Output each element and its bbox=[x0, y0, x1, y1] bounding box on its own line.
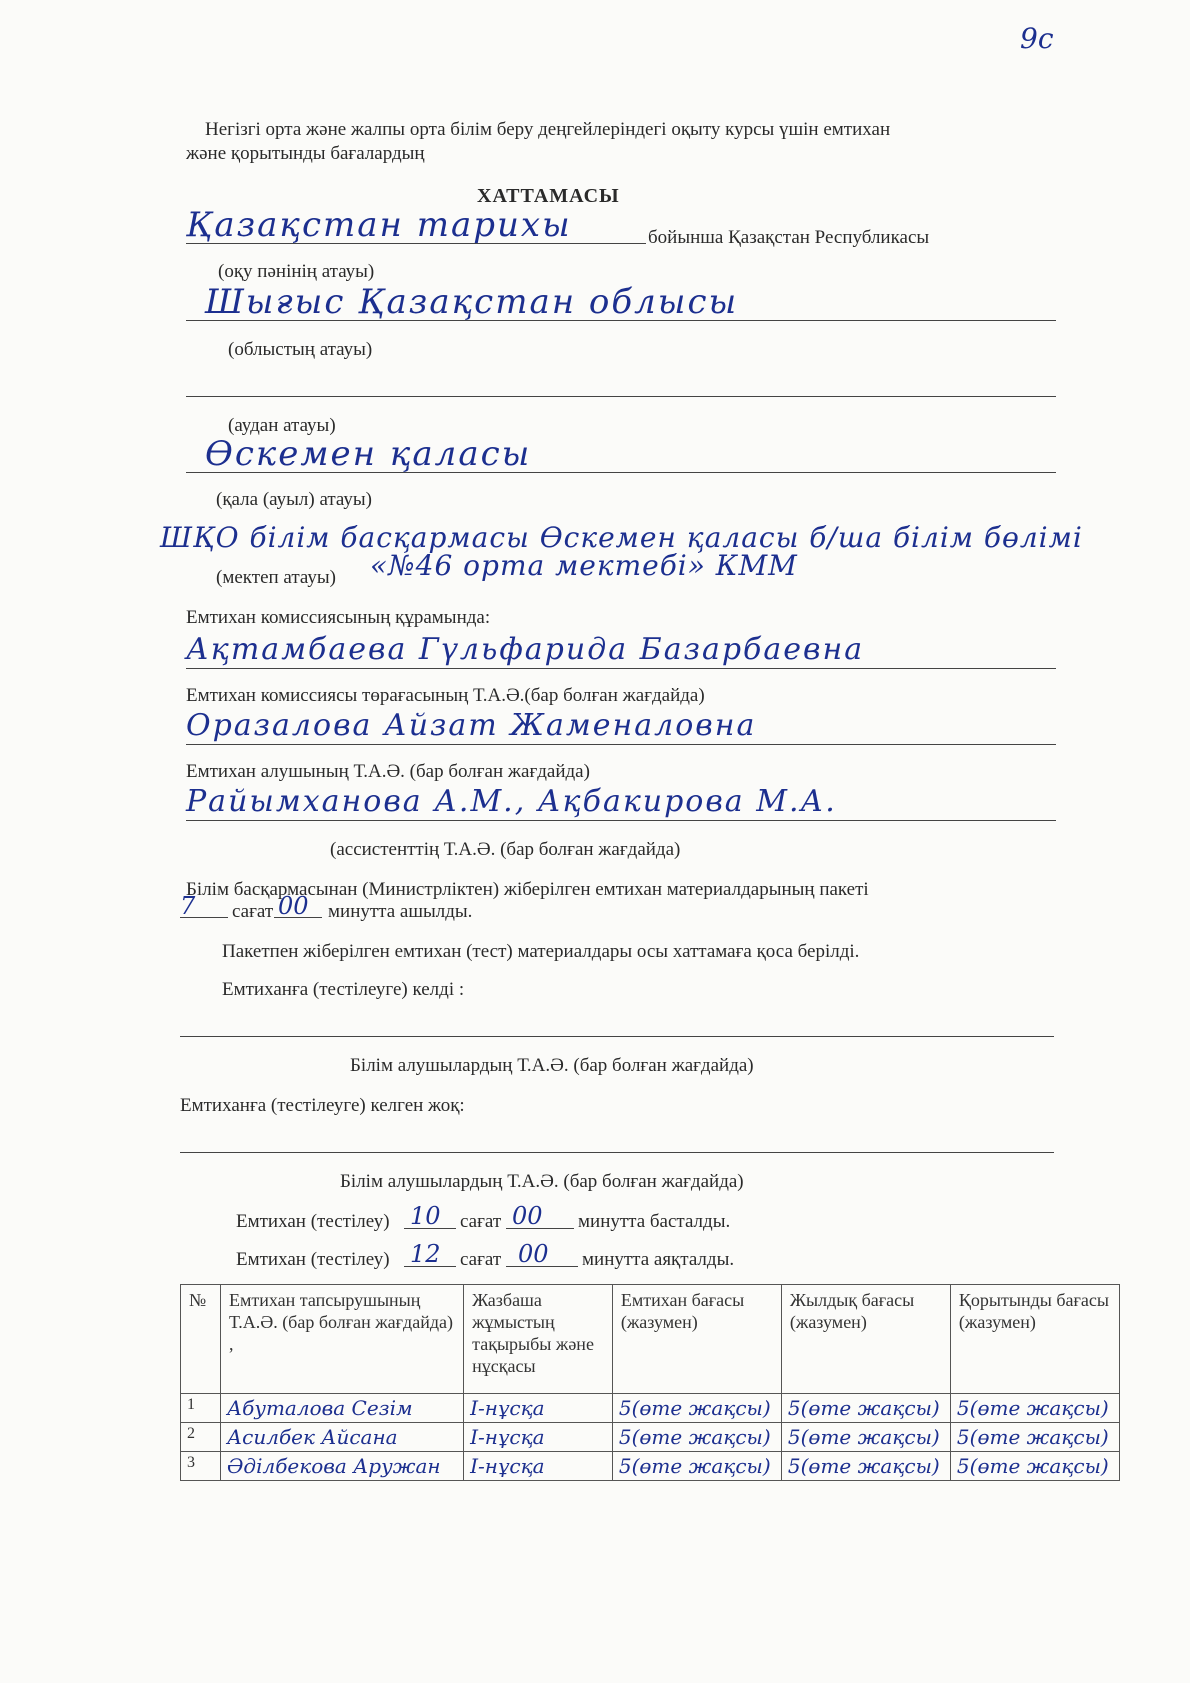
subject-label: (оқу пәнінің атауы) bbox=[218, 261, 375, 282]
header-exam-grade: Емтихан бағасы (жазумен) bbox=[612, 1285, 781, 1394]
end-minute: 00 bbox=[518, 1240, 549, 1268]
final-grade: 5(өте жақсы) bbox=[950, 1452, 1119, 1481]
exam-grade: 5(өте жақсы) bbox=[612, 1394, 781, 1423]
row-number: 3 bbox=[181, 1452, 221, 1481]
header-student-name: Емтихан тапсырушының Т.А.Ә. (бар болған жағдайда) , bbox=[221, 1285, 464, 1394]
commission-chair-line bbox=[186, 668, 1056, 669]
document-title: ХАТТАМАСЫ bbox=[477, 185, 620, 207]
exam-grade: 5(өте жақсы) bbox=[612, 1423, 781, 1452]
commission-intro: Емтихан комиссиясының құрамында: bbox=[186, 607, 491, 628]
header-line-1: Негізгі орта және жалпы орта білім беру деңгейлеріндегі оқыту курсы үшін емтихан bbox=[205, 119, 891, 140]
end-hour: 12 bbox=[410, 1240, 441, 1268]
annual-grade: 5(өте жақсы) bbox=[781, 1394, 950, 1423]
package-hour: 7 bbox=[180, 892, 196, 920]
start-minute: 00 bbox=[512, 1202, 543, 1230]
attendance-absent-line bbox=[180, 1152, 1054, 1153]
topic-variant: I-нұсқа bbox=[464, 1452, 613, 1481]
header-annual-grade: Жылдық бағасы (жазумен) bbox=[781, 1285, 950, 1394]
header-final-grade: Қорытынды бағасы (жазумен) bbox=[950, 1285, 1119, 1394]
city-label: (қала (ауыл) атауы) bbox=[216, 489, 372, 510]
annual-grade: 5(өте жақсы) bbox=[781, 1452, 950, 1481]
student-name: Әділбекова Аружан bbox=[221, 1452, 464, 1481]
header-topic: Жазбаша жұмыстың тақырыбы және нұсқасы bbox=[464, 1285, 613, 1394]
package-line-1: Білім басқармасынан (Министрліктен) жіберілген емтихан материалдарының пакеті bbox=[186, 879, 869, 900]
header-number: № bbox=[181, 1285, 221, 1394]
end-prefix: Емтихан (тестілеу) bbox=[236, 1249, 390, 1270]
start-suffix: минутта басталды. bbox=[578, 1211, 731, 1232]
subject-suffix: бойынша Қазақстан Республикасы bbox=[648, 227, 930, 248]
final-grade: 5(өте жақсы) bbox=[950, 1423, 1119, 1452]
school-value-line-2: «№46 орта мектебі» КММ bbox=[370, 549, 798, 582]
attendance-came-names-label: Білім алушылардың Т.А.Ә. (бар болған жағдайда) bbox=[350, 1055, 754, 1076]
attendance-came-line bbox=[180, 1036, 1054, 1037]
package-hour-line bbox=[180, 917, 228, 918]
attendance-came-label: Емтиханға (тестілеуге) келді : bbox=[222, 979, 465, 1000]
table-row bbox=[181, 1423, 1120, 1452]
region-label: (облыстың атауы) bbox=[228, 339, 373, 360]
examiner-label: Емтихан алушының Т.А.Ә. (бар болған жағдайда) bbox=[186, 761, 590, 782]
end-hour-line bbox=[404, 1266, 456, 1267]
header-line-2: және қорытынды бағалардың bbox=[186, 143, 425, 164]
examiner-value: Оразалова Айзат Жаменаловна bbox=[186, 708, 757, 743]
table-row bbox=[181, 1394, 1120, 1423]
district-line bbox=[186, 396, 1056, 397]
grades-table bbox=[180, 1284, 1120, 1481]
end-suffix: минутта аяқталды. bbox=[582, 1249, 735, 1270]
region-value: Шығыс Қазақстан облысы bbox=[205, 282, 739, 322]
start-hour: 10 bbox=[410, 1202, 441, 1230]
annual-grade: 5(өте жақсы) bbox=[781, 1423, 950, 1452]
package-minute-label: минутта ашылды. bbox=[328, 901, 473, 922]
package-hour-label: сағат bbox=[232, 901, 274, 922]
assistant-line bbox=[186, 820, 1056, 821]
end-minute-line bbox=[506, 1266, 578, 1267]
assistant-label: (ассистенттің Т.А.Ә. (бар болған жағдайда) bbox=[330, 839, 681, 860]
district-label: (аудан атауы) bbox=[228, 415, 336, 436]
school-label: (мектеп атауы) bbox=[216, 567, 336, 588]
start-hour-label: сағат bbox=[460, 1211, 502, 1232]
commission-chair-label: Емтихан комиссиясы төрағасының Т.А.Ә.(бар болған жағдайда) bbox=[186, 685, 705, 706]
row-number: 2 bbox=[181, 1423, 221, 1452]
start-hour-line bbox=[404, 1228, 456, 1229]
package-minute: 00 bbox=[278, 892, 309, 920]
row-number: 1 bbox=[181, 1394, 221, 1423]
page-number: 9с bbox=[1020, 22, 1054, 55]
subject-value: Қазақстан тарихы bbox=[186, 205, 572, 245]
assistant-value: Райымханова А.М., Ақбакирова М.А. bbox=[186, 784, 837, 819]
commission-chair-value: Ақтамбаева Гүльфарида Базарбаевна bbox=[186, 632, 865, 667]
student-name: Асилбек Айсана bbox=[221, 1423, 464, 1452]
examiner-line bbox=[186, 744, 1056, 745]
topic-variant: I-нұсқа bbox=[464, 1394, 613, 1423]
city-line bbox=[186, 472, 1056, 473]
attendance-absent-names-label: Білім алушылардың Т.А.Ә. (бар болған жағдайда) bbox=[340, 1171, 744, 1192]
final-grade: 5(өте жақсы) bbox=[950, 1394, 1119, 1423]
end-hour-label: сағат bbox=[460, 1249, 502, 1270]
topic-variant: I-нұсқа bbox=[464, 1423, 613, 1452]
city-value: Өскемен қаласы bbox=[205, 434, 532, 474]
start-prefix: Емтихан (тестілеу) bbox=[236, 1211, 390, 1232]
table-header-row bbox=[181, 1285, 1120, 1394]
start-minute-line bbox=[506, 1228, 574, 1229]
package-minute-line bbox=[274, 917, 322, 918]
package-attached: Пакетпен жіберілген емтихан (тест) материалдары осы хаттамаға қоса берілді. bbox=[222, 941, 860, 962]
table-row bbox=[181, 1452, 1120, 1481]
school-value-line-1: ШҚО білім басқармасы Өскемен қаласы б/ша білім бөлімі bbox=[160, 521, 1083, 554]
region-line bbox=[186, 320, 1056, 321]
attendance-absent-label: Емтиханға (тестілеуге) келген жоқ: bbox=[180, 1095, 465, 1116]
subject-line bbox=[186, 243, 646, 244]
exam-grade: 5(өте жақсы) bbox=[612, 1452, 781, 1481]
student-name: Абуталова Сезім bbox=[221, 1394, 464, 1423]
